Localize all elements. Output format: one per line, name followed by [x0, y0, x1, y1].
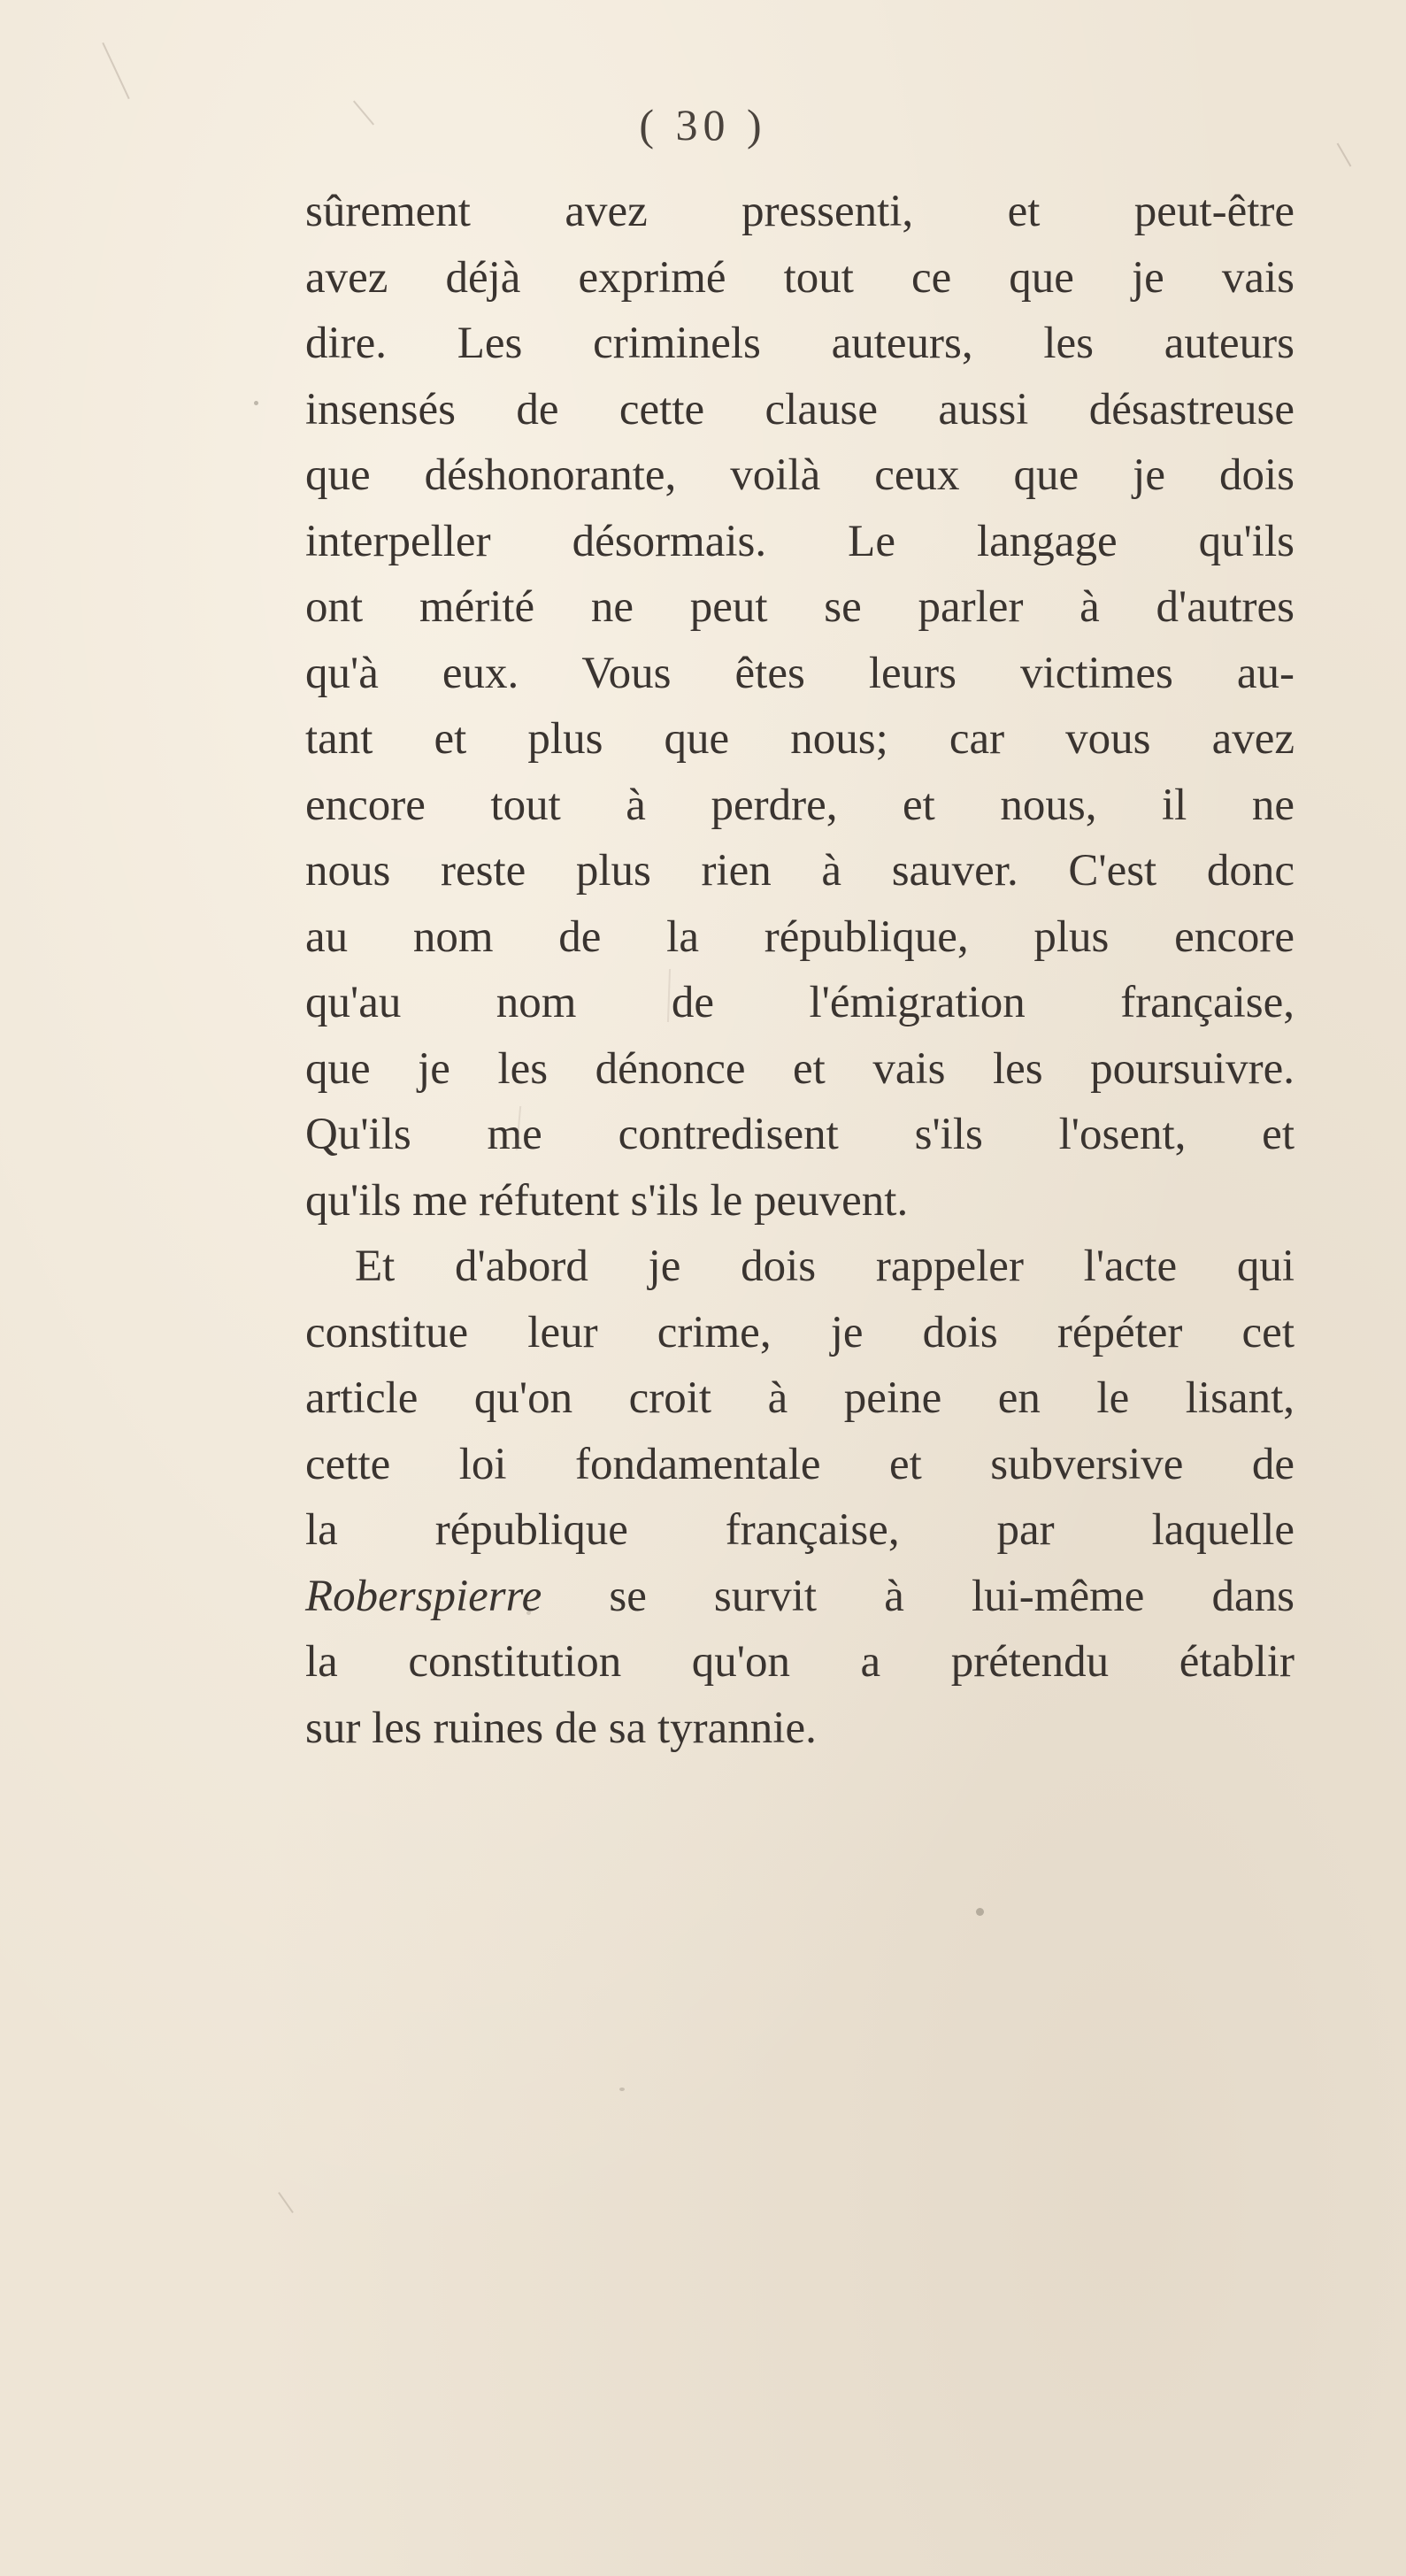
- paper-speck: [254, 401, 258, 405]
- text-line: constitue leur crime, je dois répéter cet: [305, 1307, 1295, 1357]
- paper-fiber: [278, 2192, 294, 2213]
- text-line: qu'à eux. Vous êtes leurs victimes au-: [305, 648, 1295, 698]
- text-line: que je les dénonce et vais les poursuivre.: [305, 1043, 1295, 1094]
- text-line: sûrement avez pressenti, et peut-être: [305, 187, 1295, 236]
- paper-speck: [619, 2088, 625, 2091]
- text-line: tant et plus que nous; car vous avez: [305, 714, 1295, 764]
- paper-speck: [976, 1908, 984, 1916]
- text-line: encore tout à perdre, et nous, il ne: [305, 780, 1295, 830]
- text-line: la république française, par laquelle: [305, 1505, 1295, 1555]
- text-line: insensés de cette clause aussi désastreuse: [305, 384, 1295, 434]
- text-line: qu'ils me réfutent s'ils le peuvent.: [305, 1175, 909, 1226]
- paper-speck: [526, 1611, 531, 1615]
- text-line: dire. Les criminels auteurs, les auteurs: [305, 319, 1295, 368]
- text-line-robespierre: [305, 1564, 1295, 1630]
- paragraph-start-line: Et d'abord je dois rappeler l'acte qui: [355, 1242, 1295, 1291]
- name-robespierre: Roberspierre: [305, 1571, 542, 1621]
- page-text: [305, 179, 1295, 1761]
- text-line: Qu'ils me contredisent s'ils l'osent, et: [305, 1110, 1295, 1159]
- text-line: cette loi fondamentale et subversive de: [305, 1439, 1295, 1489]
- text-line: nous reste plus rien à sauver. C'est donc: [305, 846, 1295, 896]
- text-line: que déshonorante, voilà ceux que je dois: [305, 450, 1295, 500]
- text-line: interpeller désormais. Le langage qu'ils: [305, 516, 1295, 566]
- page-number: ( 30 ): [639, 100, 767, 150]
- text-line: avez déjà exprimé tout ce que je vais: [305, 252, 1295, 303]
- text-line: la constitution qu'on a prétendu établir: [305, 1637, 1295, 1687]
- text-line: ont mérité ne peut se parler à d'autres: [305, 582, 1295, 632]
- text-line: sur les ruines de sa tyrannie.: [305, 1703, 817, 1753]
- text-line: article qu'on croit à peine en le lisant,: [305, 1373, 1295, 1423]
- paper-fiber: [102, 42, 129, 99]
- text-fragment: se survit à lui-même dans: [542, 1571, 1295, 1621]
- text-line: au nom de la république, plus encore: [305, 911, 1295, 962]
- text-line: qu'au nom de l'émigration française,: [305, 978, 1295, 1027]
